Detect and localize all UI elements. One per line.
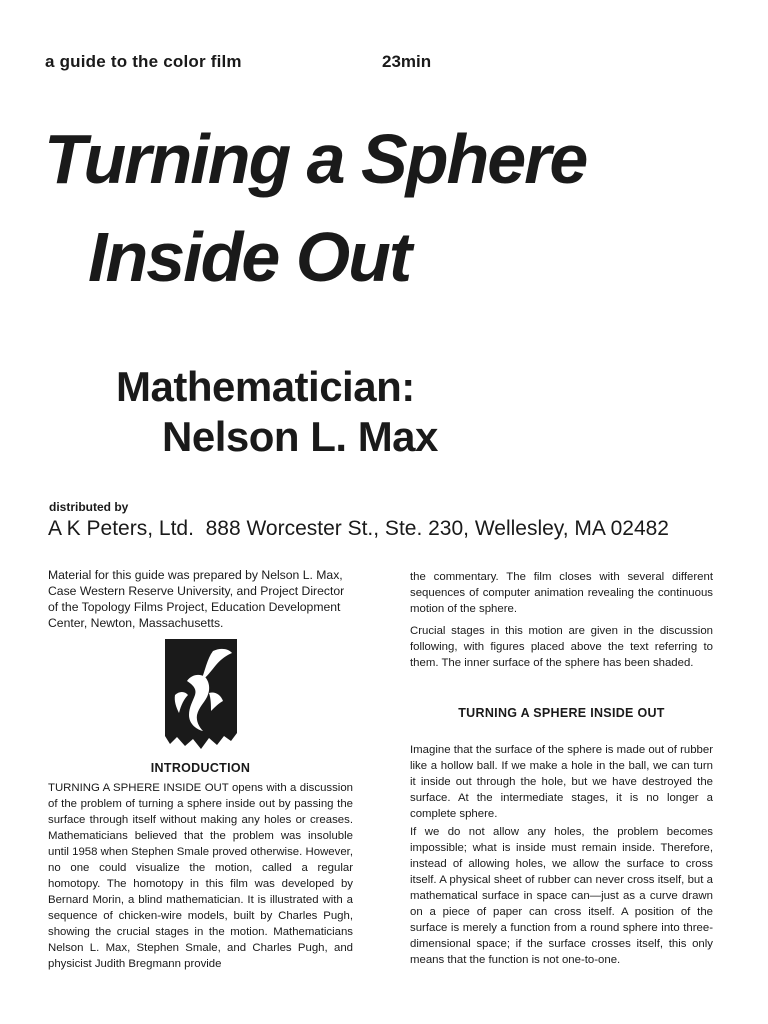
film-guide-label: a guide to the color film: [45, 52, 242, 71]
crucial-stages-paragraph: Crucial stages in this motion are given in the discussion following, with figures placed above the text referring to them. The inner surface of the sphere has been shaded.: [410, 625, 713, 669]
self-crossing-paragraph: If we do not allow any holes, the problem becomes impossible; what is inside must remain inside. Therefore, instead of allowing holes, we allow the surface to cross itself. A physical sheet of rubber can never cross itself, but a mathematical surface in space can—just as a curve drawn on a piece of paper can cross itself. A position of the surface is merely a function from a round sphere into three-dimensional space; if the surface crosses itself, this only means that the function is not one-to-one.: [410, 826, 713, 966]
section-heading: TURNING A SPHERE INSIDE OUT: [458, 706, 665, 720]
hollow-ball-paragraph: Imagine that the surface of the sphere is made out of rubber like a hollow ball. If we make a hole in the ball, we can turn it inside out through the hole, but we have destroyed the surface. At the intermediate stages, it is no longer a complete sphere.: [410, 744, 713, 820]
page-title-line-1: Turning a Sphere: [44, 120, 587, 198]
introduction-body: TURNING A SPHERE INSIDE OUT opens with a discussion of the problem of turning a sphere inside out by passing the surface through itself without making any holes or creases. Mathematicians believed that the problem was insoluble until 1958 when Stephen Smale proved otherwise. However, no one could visualize the motion, called a regular homotopy. The homotopy in this film was developed by Bernard Morin, a blind mathematician. It is illustrated with a sequence of chicken-wire models, built by Charles Pugh, showing the crucial stages in the motion. Mathematicians Nelson L. Max, Stephen Smale, and Charles Pugh, and physicist Judith Bregmann provide: [48, 782, 353, 970]
guide-credits-note: Material for this guide was prepared by Nelson L. Max, Case Western Reserve University, and Project Director of the Topology Films Project, Education Development Center, Newton, Massachusetts.: [48, 568, 345, 630]
commentary-paragraph: the commentary. The film closes with several different sequences of computer animation revealing the continuous motion of the sphere.: [410, 571, 713, 615]
page-title-line-2: Inside Out: [88, 218, 411, 296]
topology-films-logo-icon: [161, 637, 241, 754]
mathematician-label: Mathematician:: [116, 363, 415, 410]
mathematician-name: Nelson L. Max: [162, 413, 438, 460]
distributor-address: A K Peters, Ltd. 888 Worcester St., Ste. 230, Wellesley, MA 02482: [48, 517, 669, 540]
right-column-top: [410, 569, 713, 671]
distributed-by-label: distributed by: [49, 500, 129, 514]
introduction-heading: INTRODUCTION: [150, 761, 251, 775]
film-duration: 23min: [382, 52, 432, 71]
